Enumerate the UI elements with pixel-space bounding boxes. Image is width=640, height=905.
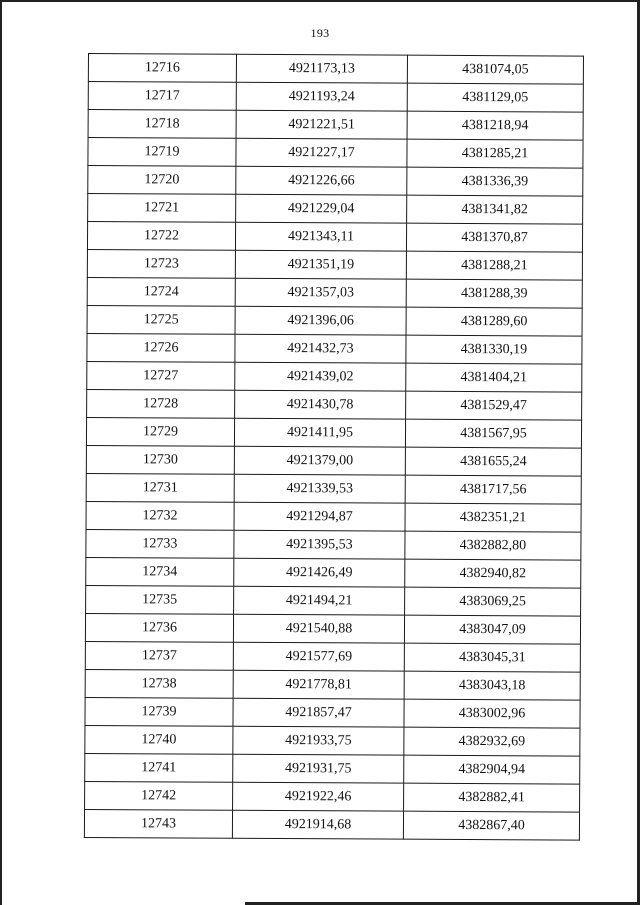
- x-coordinate-cell: 4921430,78: [235, 390, 406, 419]
- x-coordinate-cell: 4921426,49: [234, 558, 405, 587]
- y-coordinate-cell: 4381529,47: [406, 391, 582, 420]
- table-row: [87, 305, 582, 336]
- table-row: [88, 194, 583, 225]
- point-number-cell: 12732: [86, 501, 234, 530]
- y-coordinate-cell: 4383043,18: [404, 671, 580, 700]
- y-coordinate-cell: 4381289,60: [406, 307, 582, 336]
- point-number-cell: 12743: [84, 809, 232, 838]
- point-number-cell: 12718: [88, 110, 236, 139]
- table-row: [85, 613, 580, 644]
- x-coordinate-cell: 4921229,04: [236, 194, 407, 223]
- table-row: [88, 54, 583, 85]
- point-number-cell: 12725: [87, 305, 235, 334]
- y-coordinate-cell: 4382932,69: [404, 727, 580, 756]
- x-coordinate-cell: 4921395,53: [234, 530, 405, 559]
- point-number-cell: 12739: [85, 697, 233, 726]
- x-coordinate-cell: 4921922,46: [233, 782, 404, 811]
- x-coordinate-cell: 4921226,66: [236, 166, 407, 195]
- y-coordinate-cell: 4381717,56: [405, 475, 581, 504]
- x-coordinate-cell: 4921379,00: [234, 446, 405, 475]
- point-number-cell: 12723: [87, 249, 235, 278]
- table-row: [85, 641, 580, 672]
- y-coordinate-cell: 4381341,82: [407, 195, 583, 224]
- table-row: [88, 82, 583, 113]
- table-row: [85, 753, 580, 784]
- x-coordinate-cell: 4921339,53: [234, 474, 405, 503]
- x-coordinate-cell: 4921193,24: [236, 82, 407, 111]
- point-number-cell: 12733: [86, 529, 234, 558]
- table-row: [87, 222, 582, 253]
- table-row: [86, 445, 581, 476]
- point-number-cell: 12716: [88, 54, 236, 83]
- table-row: [88, 110, 583, 141]
- point-number-cell: 12737: [85, 641, 233, 670]
- y-coordinate-cell: 4381336,39: [407, 167, 583, 196]
- y-coordinate-cell: 4381285,21: [407, 139, 583, 168]
- x-coordinate-cell: 4921439,02: [235, 362, 406, 391]
- table-body: [84, 54, 583, 841]
- y-coordinate-cell: 4382867,40: [403, 811, 579, 840]
- x-coordinate-cell: 4921857,47: [233, 698, 404, 727]
- x-coordinate-cell: 4921432,73: [235, 334, 406, 363]
- point-number-cell: 12717: [88, 82, 236, 111]
- point-number-cell: 12740: [85, 725, 233, 754]
- table-row: [86, 529, 581, 560]
- x-coordinate-cell: 4921931,75: [233, 754, 404, 783]
- point-number-cell: 12727: [87, 361, 235, 390]
- y-coordinate-cell: 4381655,24: [405, 447, 581, 476]
- x-coordinate-cell: 4921540,88: [233, 614, 404, 643]
- x-coordinate-cell: 4921411,95: [234, 418, 405, 447]
- table-row: [86, 473, 581, 504]
- point-number-cell: 12734: [86, 557, 234, 586]
- table-row: [87, 361, 582, 392]
- x-coordinate-cell: 4921396,06: [235, 306, 406, 335]
- y-coordinate-cell: 4381567,95: [405, 419, 581, 448]
- point-number-cell: 12741: [85, 753, 233, 782]
- point-number-cell: 12728: [87, 389, 235, 418]
- table-row: [85, 697, 580, 728]
- point-number-cell: 12719: [88, 138, 236, 167]
- y-coordinate-cell: 4381129,05: [407, 83, 583, 112]
- table-row: [86, 501, 581, 532]
- point-number-cell: 12726: [87, 333, 235, 362]
- point-number-cell: 12729: [86, 417, 234, 446]
- y-coordinate-cell: 4383002,96: [404, 699, 580, 728]
- coordinates-table: [84, 53, 584, 841]
- y-coordinate-cell: 4383069,25: [405, 587, 581, 616]
- table-row: [88, 138, 583, 169]
- y-coordinate-cell: 4382351,21: [405, 503, 581, 532]
- point-number-cell: 12724: [87, 277, 235, 306]
- point-number-cell: 12721: [88, 194, 236, 223]
- table-row: [85, 669, 580, 700]
- table-row: [87, 333, 582, 364]
- y-coordinate-cell: 4382904,94: [404, 755, 580, 784]
- x-coordinate-cell: 4921933,75: [233, 726, 404, 755]
- table-row: [86, 417, 581, 448]
- x-coordinate-cell: 4921351,19: [235, 250, 406, 279]
- point-number-cell: 12722: [87, 222, 235, 251]
- x-coordinate-cell: 4921227,17: [236, 138, 407, 167]
- table-row: [86, 557, 581, 588]
- y-coordinate-cell: 4381330,19: [406, 335, 582, 364]
- table-row: [84, 809, 579, 840]
- table-row: [85, 725, 580, 756]
- y-coordinate-cell: 4383045,31: [404, 643, 580, 672]
- point-number-cell: 12720: [88, 166, 236, 195]
- table-row: [85, 781, 580, 812]
- point-number-cell: 12738: [85, 669, 233, 698]
- x-coordinate-cell: 4921221,51: [236, 110, 407, 139]
- page-number: 193: [310, 26, 330, 40]
- table-row: [88, 166, 583, 197]
- y-coordinate-cell: 4381074,05: [407, 55, 583, 84]
- point-number-cell: 12731: [86, 473, 234, 502]
- scan-border-left: [0, 0, 2, 905]
- x-coordinate-cell: 4921343,11: [235, 222, 406, 251]
- coordinates-table-container: [84, 53, 586, 841]
- y-coordinate-cell: 4381288,21: [406, 251, 582, 280]
- x-coordinate-cell: 4921494,21: [234, 586, 405, 615]
- y-coordinate-cell: 4381218,94: [407, 111, 583, 140]
- x-coordinate-cell: 4921357,03: [235, 278, 406, 307]
- x-coordinate-cell: 4921294,87: [234, 502, 405, 531]
- scan-border-top: [0, 0, 640, 2]
- x-coordinate-cell: 4921778,81: [233, 670, 404, 699]
- x-coordinate-cell: 4921173,13: [236, 54, 407, 83]
- y-coordinate-cell: 4381404,21: [406, 363, 582, 392]
- point-number-cell: 12736: [85, 613, 233, 642]
- point-number-cell: 12735: [86, 585, 234, 614]
- x-coordinate-cell: 4921914,68: [232, 810, 403, 839]
- x-coordinate-cell: 4921577,69: [233, 642, 404, 671]
- table-row: [87, 389, 582, 420]
- table-row: [86, 585, 581, 616]
- y-coordinate-cell: 4381288,39: [406, 279, 582, 308]
- y-coordinate-cell: 4382882,41: [404, 783, 580, 812]
- point-number-cell: 12742: [85, 781, 233, 810]
- y-coordinate-cell: 4382882,80: [405, 531, 581, 560]
- table-row: [87, 249, 582, 280]
- point-number-cell: 12730: [86, 445, 234, 474]
- y-coordinate-cell: 4381370,87: [406, 223, 582, 252]
- y-coordinate-cell: 4383047,09: [404, 615, 580, 644]
- table-row: [87, 277, 582, 308]
- y-coordinate-cell: 4382940,82: [405, 559, 581, 588]
